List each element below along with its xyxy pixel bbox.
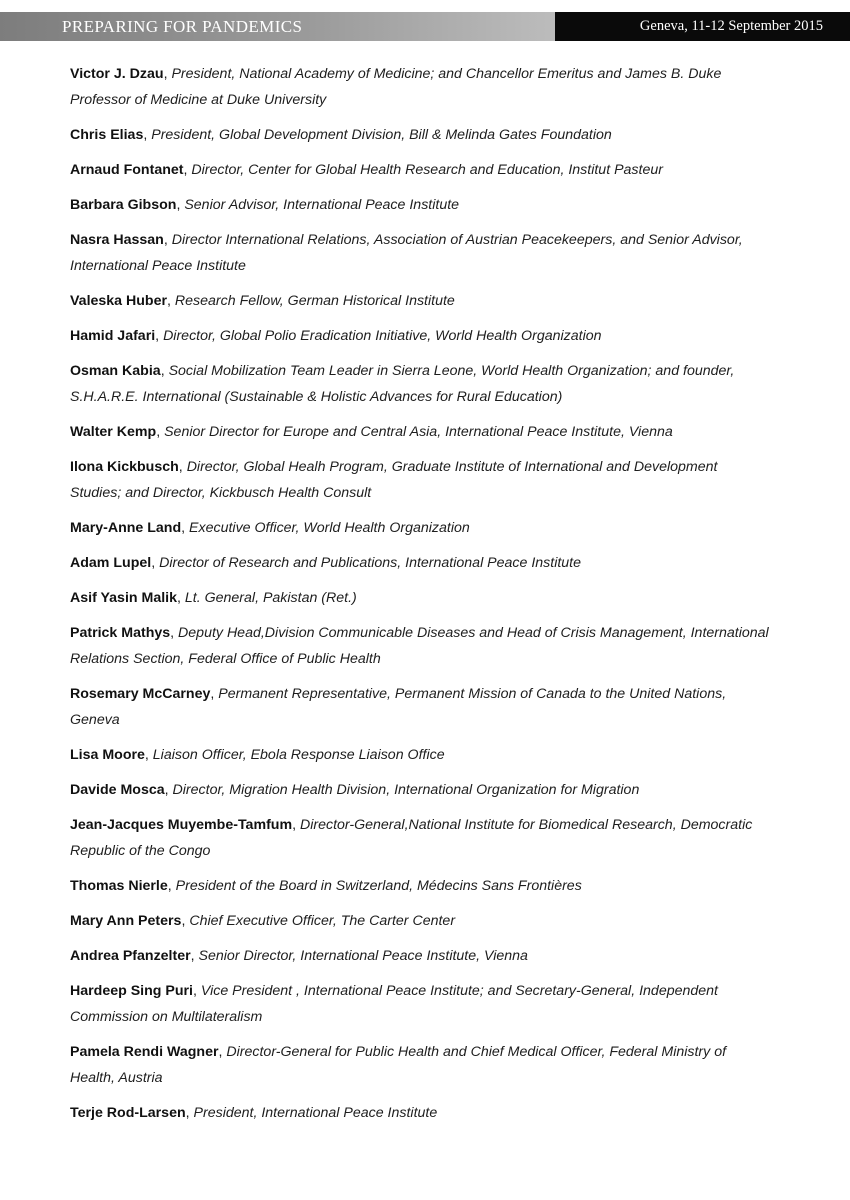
participant-role: Director, Global Healh Program, Graduate Institute of International and Development Studies; and Director, Kickbusch Health Consult [70,459,718,501]
participant-role: Director, Migration Health Division, International Organization for Migration [172,782,640,798]
name-separator: , [156,424,165,440]
participant-name: Asif Yasin Malik [70,590,177,606]
participant-entry [70,777,770,803]
name-separator: , [143,127,152,143]
participant-role: Vice President , International Peace Institute; and Secretary-General, Independent Commission on Multilateralism [70,983,718,1025]
name-separator: , [178,459,187,475]
participant-role: Liaison Officer, Ebola Response Liaison Office [152,747,445,763]
name-separator: , [181,913,190,929]
name-separator: , [292,817,300,833]
participant-entry [70,288,770,314]
participant-role: Research Fellow, German Historical Institute [174,293,455,309]
participant-name: Ilona Kickbusch [70,459,179,475]
name-separator: , [144,747,153,763]
participant-name: Rosemary McCarney [70,686,211,702]
participant-role: Director, Global Polio Eradication Initiative, World Health Organization [163,328,602,344]
header-location-date: Geneva, 11-12 September 2015 [639,18,823,34]
participant-role: President, Global Development Division, Bill & Melinda Gates Foundation [151,127,612,143]
participant-name: Lisa Moore [70,747,145,763]
participant-role: Chief Executive Officer, The Carter Center [189,913,456,929]
participant-entry [70,61,770,113]
participant-role: Director-General for Public Health and Chief Medical Officer, Federal Ministry of Health, Austria [70,1044,727,1086]
participant-entry [70,192,770,218]
name-separator: , [167,878,176,894]
participant-entry [70,1039,770,1091]
name-separator: , [181,520,190,536]
participant-role: President, National Academy of Medicine; and Chancellor Emeritus and James B. Duke Professor of Medicine at Duke University [70,66,722,108]
name-separator: , [176,590,185,606]
participant-name: Osman Kabia [70,363,161,379]
name-separator: , [163,66,172,82]
name-separator: , [151,555,160,571]
participant-entry [70,742,770,768]
participant-name: Thomas Nierle [70,878,168,894]
participant-entry [70,227,770,279]
participant-role: President, International Peace Institute [193,1105,438,1121]
participant-entry [70,681,770,733]
participant-role: Deputy Head,Division Communicable Diseases and Head of Crisis Management, International Relations Section, Federal Office of Public Health [70,625,769,667]
participant-name: Adam Lupel [70,555,152,571]
participant-name: Patrick Mathys [70,625,171,641]
page-header [0,12,850,41]
name-separator: , [163,232,172,248]
participant-name: Nasra Hassan [70,232,164,248]
header-date-bar [555,12,850,41]
participant-entry [70,122,770,148]
header-title-bar [0,12,555,41]
name-separator: , [185,1105,194,1121]
participant-entry [70,358,770,410]
participant-role: Executive Officer, World Health Organization [189,520,470,536]
participant-list [70,61,770,1135]
participant-entry [70,515,770,541]
name-separator: , [192,983,201,999]
participant-role: Senior Director for Europe and Central Asia, International Peace Institute, Vienna [164,424,673,440]
name-separator: , [190,948,199,964]
participant-role: Social Mobilization Team Leader in Sierra Leone, World Health Organization; and founder, S.H.A.R.E. International (Sustainable & Holistic Advances for Rural Education) [70,363,735,405]
participant-entry [70,943,770,969]
participant-name: Chris Elias [70,127,144,143]
name-separator: , [167,293,175,309]
participant-entry [70,550,770,576]
participant-role: Permanent Representative, Permanent Mission of Canada to the United Nations, Geneva [70,686,727,728]
participant-role: Senior Advisor, International Peace Institute [184,197,460,213]
name-separator: , [210,686,219,702]
participant-entry [70,1100,770,1126]
participant-name: Victor J. Dzau [70,66,164,82]
participant-name: Hardeep Sing Puri [70,983,193,999]
name-separator: , [183,162,192,178]
name-separator: , [160,363,169,379]
participant-name: Arnaud Fontanet [70,162,184,178]
name-separator: , [170,625,179,641]
participant-name: Mary Ann Peters [70,913,182,929]
participant-entry [70,873,770,899]
participant-name: Andrea Pfanzelter [70,948,191,964]
participant-entry [70,908,770,934]
participant-role: Director, Center for Global Health Research and Education, Institut Pasteur [191,162,663,178]
participant-entry [70,978,770,1030]
participant-role: Director of Research and Publications, International Peace Institute [159,555,582,571]
participant-role: Director-General,National Institute for Biomedical Research, Democratic Republic of the Congo [70,817,753,859]
participant-name: Jean-Jacques Muyembe-Tamfum [70,817,293,833]
participant-entry [70,323,770,349]
participant-entry [70,419,770,445]
participant-name: Terje Rod-Larsen [70,1105,186,1121]
participant-entry [70,620,770,672]
participant-entry [70,157,770,183]
participant-name: Valeska Huber [70,293,168,309]
participant-name: Davide Mosca [70,782,165,798]
header-title: PREPARING FOR PANDEMICS [62,17,303,36]
participant-name: Barbara Gibson [70,197,177,213]
participant-name: Pamela Rendi Wagner [70,1044,219,1060]
participant-entry [70,585,770,611]
participant-entry [70,812,770,864]
name-separator: , [164,782,173,798]
participant-name: Walter Kemp [70,424,157,440]
participant-role: Lt. General, Pakistan (Ret.) [184,590,357,606]
name-separator: , [155,328,164,344]
participant-name: Mary-Anne Land [70,520,182,536]
participant-name: Hamid Jafari [70,328,156,344]
participant-role: President of the Board in Switzerland, Médecins Sans Frontières [175,878,582,894]
participant-role: Senior Director, International Peace Institute, Vienna [198,948,528,964]
name-separator: , [176,197,185,213]
participant-role: Director International Relations, Association of Austrian Peacekeepers, and Senior Advisor, International Peace Institute [70,232,743,274]
name-separator: , [218,1044,227,1060]
participant-entry [70,454,770,506]
